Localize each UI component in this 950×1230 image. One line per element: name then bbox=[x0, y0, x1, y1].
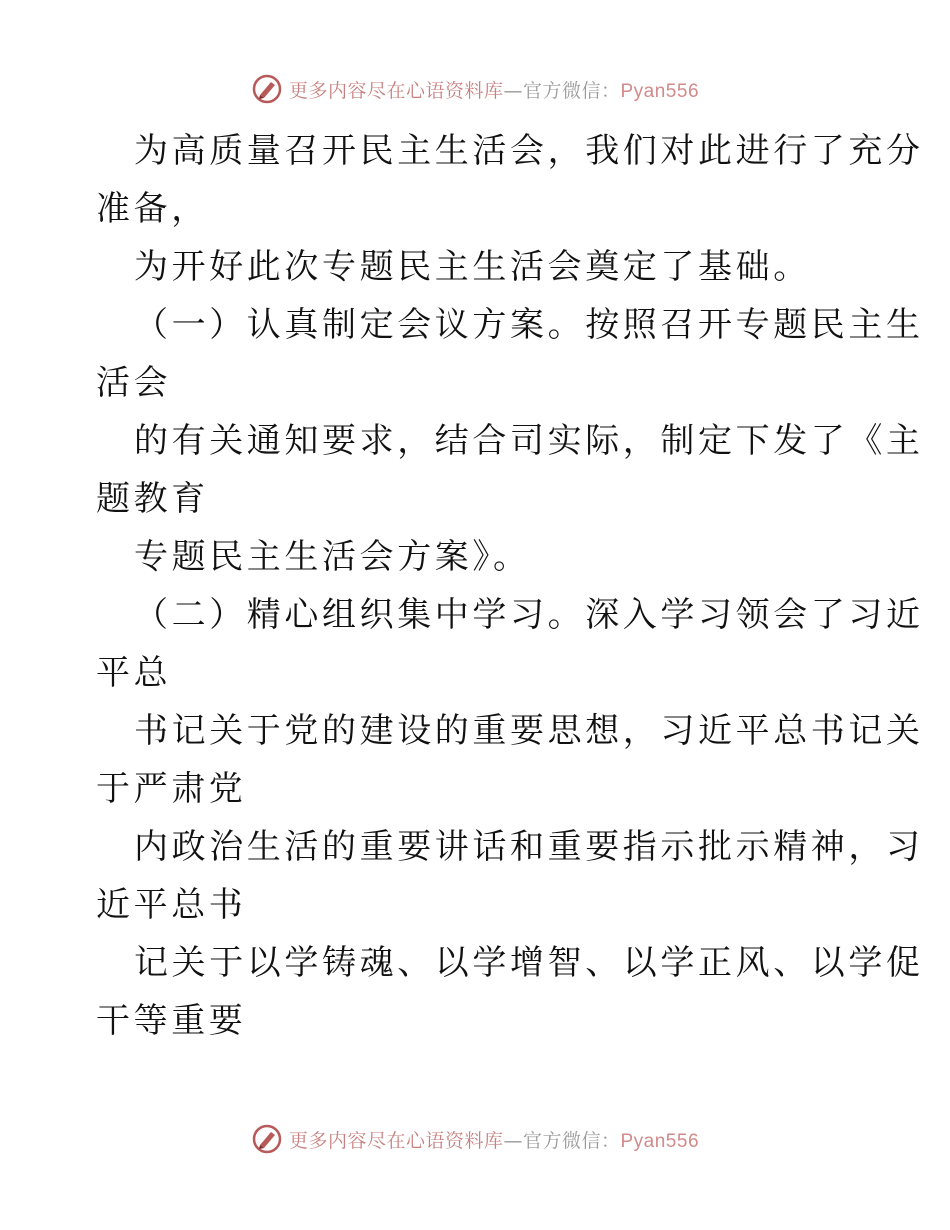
header-watermark bbox=[0, 72, 950, 106]
watermark-wechat-label: 官方微信： bbox=[522, 1129, 621, 1152]
footer-watermark bbox=[0, 1122, 950, 1156]
text-line: 干等重要 bbox=[96, 1001, 247, 1041]
text-line: 为开好此次专题民主生活会奠定了基础。 bbox=[134, 247, 811, 287]
watermark-site-name: 更多内容尽在心语资料库 bbox=[288, 79, 504, 102]
pen-logo-icon bbox=[251, 73, 283, 105]
text-line: 近平总书 bbox=[96, 885, 247, 925]
watermark-text bbox=[289, 76, 699, 103]
text-line: （一）认真制定会议方案。按照召开专题民主生 bbox=[134, 305, 924, 345]
text-line: 准备， bbox=[96, 189, 209, 229]
watermark-wechat-id: Pyan556 bbox=[620, 80, 700, 102]
text-line: 活会 bbox=[96, 363, 172, 403]
text-line: 专题民主生活会方案》。 bbox=[134, 537, 531, 577]
text-line: 为高质量召开民主生活会，我们对此进行了充分 bbox=[134, 131, 924, 171]
watermark-wechat-id: Pyan556 bbox=[620, 1130, 700, 1152]
text-line: 记关于以学铸魂、以学增智、以学正风、以学促 bbox=[134, 943, 924, 983]
document-body bbox=[96, 122, 924, 1050]
text-line: 题教育 bbox=[96, 479, 209, 519]
text-line: （二）精心组织集中学习。深入学习领会了习近 bbox=[134, 595, 924, 635]
text-line: 内政治生活的重要讲话和重要指示批示精神，习 bbox=[134, 827, 924, 867]
text-line: 平总 bbox=[96, 653, 172, 693]
text-line: 于严肃党 bbox=[96, 769, 247, 809]
watermark-text bbox=[289, 1126, 699, 1153]
watermark-site-name: 更多内容尽在心语资料库 bbox=[288, 1129, 504, 1152]
watermark-dash: — bbox=[503, 1129, 523, 1152]
watermark-dash: — bbox=[503, 79, 523, 102]
watermark-wechat-label: 官方微信： bbox=[522, 79, 621, 102]
pen-logo-icon bbox=[251, 1123, 283, 1155]
text-line: 书记关于党的建设的重要思想，习近平总书记关 bbox=[134, 711, 924, 751]
text-line: 的有关通知要求，结合司实际，制定下发了《主 bbox=[134, 421, 924, 461]
